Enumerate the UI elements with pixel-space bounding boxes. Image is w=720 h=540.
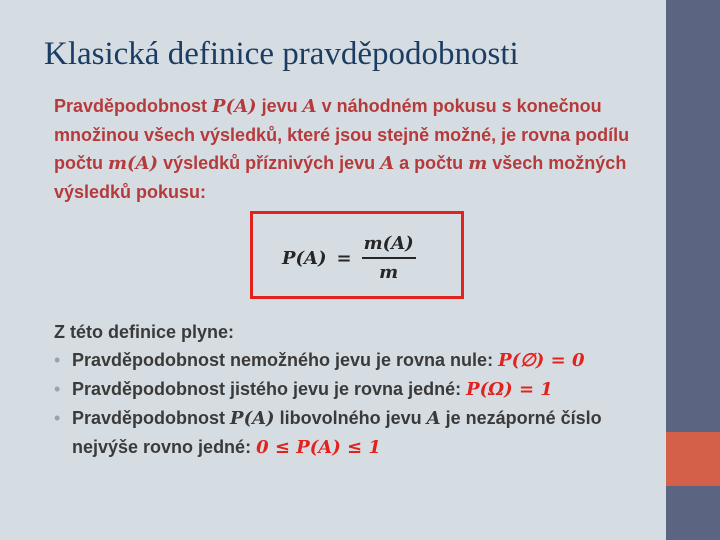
list-item xyxy=(54,346,658,375)
formula-lhs: P(A) xyxy=(282,247,327,269)
definition-math-a: A xyxy=(302,96,317,117)
definition-text-5: a počtu xyxy=(399,153,464,173)
definition-math-m: m xyxy=(468,153,488,174)
definition-text-3: v náhodném pokusu s konečnou množinou všech výsledků, které jsou stejně možné, je rovna podílu počtu xyxy=(54,96,630,173)
formula-fraction xyxy=(362,233,416,283)
definition-text-4: výsledků příznivých jevu xyxy=(163,153,376,173)
bullet-icon: • xyxy=(54,379,61,399)
item-math: P(Ω) = 1 xyxy=(466,379,553,400)
definition-text-6: všech možných výsledků pokusu: xyxy=(54,153,627,202)
definition-paragraph xyxy=(54,92,656,206)
definition-math-a2: A xyxy=(380,153,395,174)
item-math-a: A xyxy=(426,408,441,429)
item-text: Pravděpodobnost jistého jevu je rovna jedné: xyxy=(72,379,462,399)
formula-equals: = xyxy=(336,247,352,269)
formula-denominator: m xyxy=(379,262,399,283)
item-text: Pravděpodobnost nemožného jevu je rovna nule: xyxy=(72,350,494,370)
definition-math-ma: m(A) xyxy=(108,153,159,174)
consequences-section xyxy=(54,318,658,462)
consequences-list xyxy=(54,346,658,462)
item-text-post: je nezáporné číslo nejvýše rovno jedné: xyxy=(72,408,602,457)
probability-formula xyxy=(282,228,416,288)
definition-text-2: jevu xyxy=(261,96,298,116)
item-math-pa: P(A) xyxy=(230,408,275,429)
definition-math-pa: P(A) xyxy=(212,96,257,117)
formula-numerator: m(A) xyxy=(363,233,414,254)
sidebar-accent-block xyxy=(666,432,720,486)
consequences-lead: Z této definice plyne: xyxy=(54,322,235,342)
list-item xyxy=(54,375,658,404)
bullet-icon: • xyxy=(54,408,61,428)
bullet-icon: • xyxy=(54,350,61,370)
definition-text-1: Pravděpodobnost xyxy=(54,96,208,116)
slide-title: Klasická definice pravděpodobnosti xyxy=(44,36,519,72)
item-math: 0 ≤ P(A) ≤ 1 xyxy=(256,437,381,458)
list-item xyxy=(54,404,658,462)
item-text-pre: Pravděpodobnost xyxy=(72,408,226,428)
item-math: P(∅) = 0 xyxy=(498,350,585,371)
item-text-mid: libovolného jevu xyxy=(279,408,422,428)
